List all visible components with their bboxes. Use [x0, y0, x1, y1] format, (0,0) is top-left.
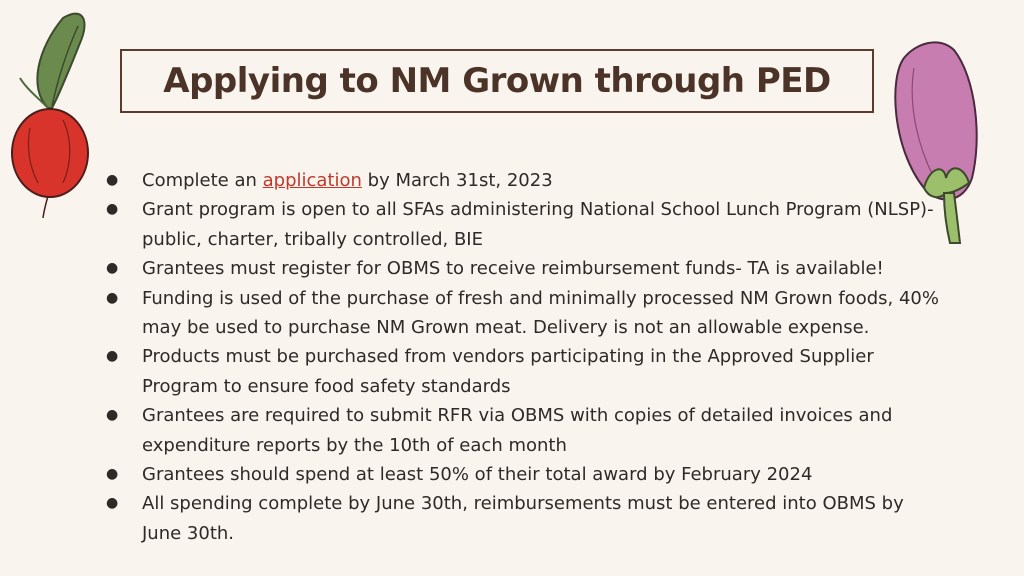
list-item: [104, 254, 944, 283]
bullet-text: Complete an: [142, 170, 263, 191]
list-item: [104, 342, 944, 401]
bullet-text: Products must be purchased from vendors participating in the Approved Supplier Program to ensure food safety standards: [142, 346, 874, 397]
bullet-icon: ●: [106, 172, 119, 188]
bullet-icon: ●: [106, 466, 119, 483]
list-item: [104, 195, 944, 254]
radish-icon: [8, 8, 98, 218]
bullet-list: [104, 166, 944, 548]
list-item: [104, 460, 944, 489]
bullet-icon: ●: [106, 260, 119, 277]
bullet-icon: ●: [106, 495, 119, 512]
bullet-text: Grantees must register for OBMS to receive reimbursement funds- TA is available!: [142, 258, 884, 280]
list-item: [104, 489, 944, 548]
list-item: [104, 284, 944, 343]
bullet-icon: ●: [106, 289, 119, 306]
bullet-text: All spending complete by June 30th, reimbursements must be entered into OBMS by June 30th.: [142, 493, 904, 544]
bullet-icon: ●: [106, 348, 119, 365]
bullet-icon: ●: [106, 201, 119, 218]
bullet-text: Grantees should spend at least 50% of their total award by February 2024: [142, 464, 813, 486]
bullet-text: Funding is used of the purchase of fresh and minimally processed NM Grown foods, 40% may be used to purchase NM Grown meat. Delivery is not an allowable expense.: [142, 287, 939, 339]
page-title: Applying to NM Grown through PED: [163, 61, 831, 101]
list-item: [104, 166, 944, 195]
bullet-text: by March 31st, 2023: [361, 170, 553, 191]
bullet-icon: ●: [106, 407, 119, 424]
bullet-text: Grant program is open to all SFAs administering National School Lunch Program (NLSP)- public, charter, tribally controlled, BIE: [142, 199, 934, 250]
application-link[interactable]: application: [262, 170, 362, 191]
title-box: [120, 49, 874, 113]
bullet-text: Grantees are required to submit RFR via OBMS with copies of detailed invoices and expenditure reports by the 10th of each month: [142, 405, 893, 456]
list-item: [104, 401, 944, 460]
